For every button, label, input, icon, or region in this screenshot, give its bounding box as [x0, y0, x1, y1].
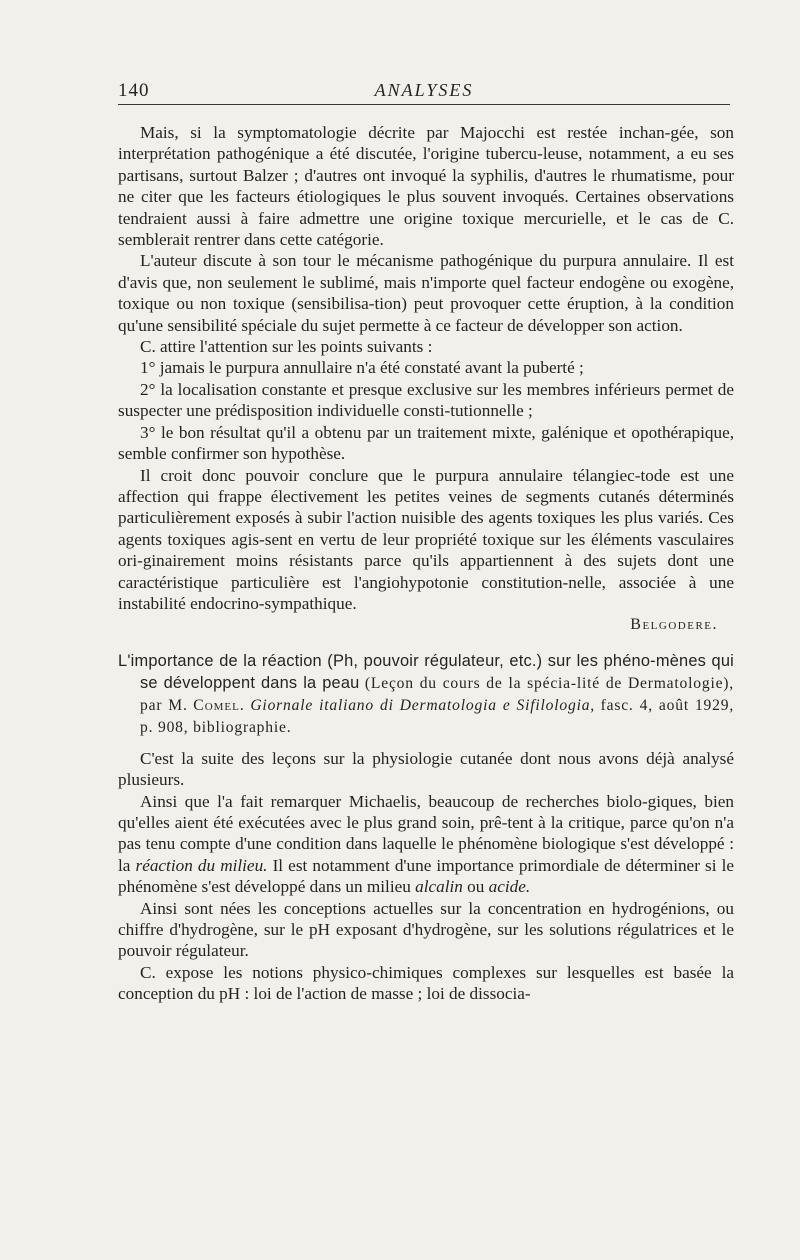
list-item: 1° jamais le purpura annullaire n'a été constaté avant la puberté ;	[140, 358, 584, 378]
paragraph: Mais, si la symptomatologie décrite par Majocchi est restée inchan-gée, son interprétation pathogénique a été discutée, l'origine tubercu-leuse, notamment, a eu ses partisans, surtout Balzer ; d'autres ont invoqué la syphilis, d'autres le rhumatisme, pour ne citer que les facteurs étiologiques le plus souvent invoqués. Certaines observations tendraient aussi à faire admettre une origine toxique mercurielle, et le cas de C. semblerait rentrer dans cette catégorie.	[118, 123, 734, 250]
paragraph	[118, 791, 734, 898]
article-reference-prefix: (Leçon du cours de la spécia-lité de Dermatologie), par M.	[140, 674, 734, 714]
article-heading	[118, 650, 734, 738]
article-journal: Giornale italiano di Dermatologia e Sifilologia,	[250, 696, 596, 714]
paragraph-text: Ainsi que l'a fait remarquer Michaelis, beaucoup de recherches biolo-giques, bien qu'elles aient été exécutées avec le plus grand soin, prê-tent à la critique, parce qu'on n'a pas tenu compte d'une condition dans laquelle le phénomène biologique s'est développé : la	[118, 791, 734, 875]
paragraph: C. expose les notions physico-chimiques complexes sur lesquelles est basée la conception du pH : loi de l'action de masse ; loi de dissocia-	[118, 962, 734, 1004]
paragraph-text: Il est notamment d'une importance primordiale de déterminer si le phénomène s'est développé dans un milieu	[118, 855, 734, 897]
paragraph: Ainsi sont nées les conceptions actuelles sur la concentration en hydrogénions, ou chiffre d'hydrogène, sur le pH exposant d'hydrogène, sur les solutions régulatrices et le pouvoir régulateur.	[118, 898, 734, 961]
article-author: Comel.	[193, 696, 245, 714]
list-item: 2° la localisation constante et presque exclusive sur les membres inférieurs permet de suspecter une prédisposition individuelle consti-tutionnelle ;	[118, 379, 734, 421]
running-title: ANALYSES	[374, 80, 474, 100]
emphasis: acide.	[488, 877, 531, 897]
paragraph-text: ou	[467, 877, 485, 897]
signature: Belgodere.	[630, 616, 718, 634]
page-body	[118, 122, 734, 1005]
paragraph: C. attire l'attention sur les points suivants :	[140, 337, 433, 357]
article-title: L'importance de la réaction (Ph, pouvoir régulateur, etc.) sur les phéno-mènes qui se développent dans la peau	[118, 651, 734, 692]
paragraph: C'est la suite des leçons sur la physiologie cutanée dont nous avons déjà analysé plusieurs.	[118, 748, 734, 790]
list-item: 3° le bon résultat qu'il a obtenu par un traitement mixte, galénique et opothérapique, semble confirmer son hypothèse.	[118, 422, 734, 464]
page-number: 140	[118, 80, 150, 101]
emphasis: réaction du milieu.	[135, 855, 268, 875]
paragraph: Il croit donc pouvoir conclure que le purpura annulaire télangiec-tode est une affection qui frappe électivement les petites veines de segments cutanés déterminés particulièrement exposés à subir l'action nuisible des agents toxiques les plus variés. Ces agents toxiques agis-sent en vertu de leur propriété toxique sur les éléments vasculaires ori-ginairement moins résistants parce qu'ils appartiennent à des sujets dont une caractéristique particulière est l'angiohypotonie constitution-nelle, associée à une instabilité endocrino-sympathique.	[118, 465, 734, 613]
header-rule	[118, 104, 730, 105]
emphasis: alcalin	[415, 877, 463, 897]
paragraph: L'auteur discute à son tour le mécanisme pathogénique du purpura annulaire. Il est d'avis que, non seulement le sublimé, mais n'importe quel facteur endogène ou exogène, toxique ou non toxique (sensibilisa-tion) peut provoquer cette éruption, à la condition qu'une sensibilité spéciale du sujet permette à ce facteur de développer son action.	[118, 251, 734, 335]
article-reference-suffix: fasc. 4, août 1929, p. 908, bibliographie.	[140, 696, 735, 736]
page-header	[118, 80, 730, 106]
